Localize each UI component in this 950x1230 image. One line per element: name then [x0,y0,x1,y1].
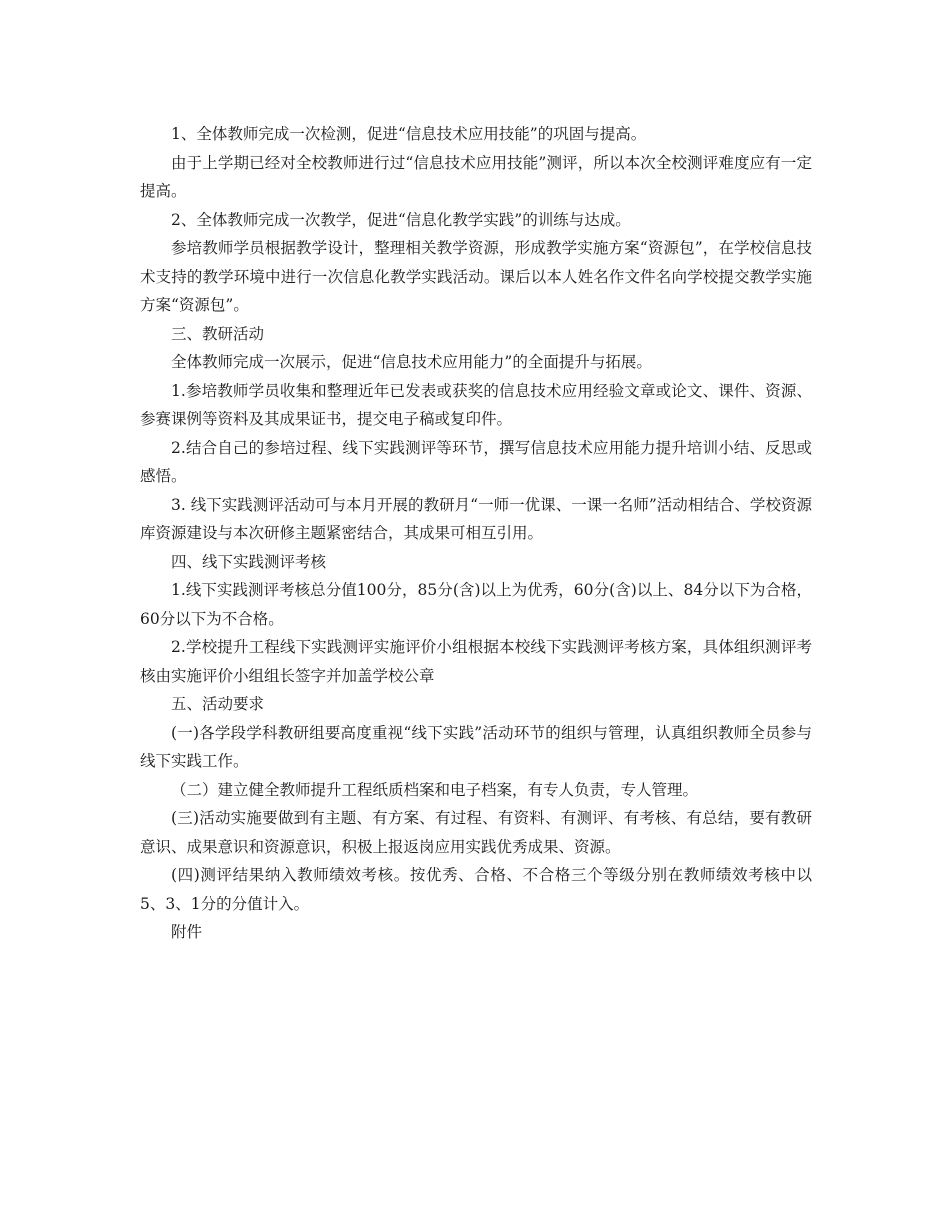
section-heading-research: 三、教研活动 [171,324,265,343]
paragraph-requirement-4: (四)测评结果纳入教师绩效考核。按优秀、合格、不合格三个等级分别在教师绩效考核中以5、3、1分的分值计入。 [140,866,812,913]
section-heading-assessment: 四、线下实践测评考核 [171,552,327,571]
paragraph-requirement-3: (三)活动实施要做到有主题、有方案、有过程、有资料、有测评、有考核、有总结，要有教研意识、成果意识和资源意识，积极上报返岗应用实践优秀成果、资源。 [140,809,812,856]
paragraph-check-difficulty: 由于上学期已经对全校教师进行过“信息技术应用技能”测评，所以本次全校测评难度应有一定提高。 [140,153,812,200]
paragraph-requirement-1: (一)各学段学科教研组要高度重视“线下实践”活动环节的组织与管理，认真组织教师全员参与线下实践工作。 [140,723,812,770]
paragraph-resource-pack: 参培教师学员根据教学设计，整理相关教学资源，形成教学实施方案“资源包”，在学校信息技术支持的教学环境中进行一次信息化教学实践活动。课后以本人姓名作文件名向学校提交教学实施方案“资源包”。 [140,239,812,314]
paragraph-requirement-2: （二）建立健全教师提升工程纸质档案和电子档案，有专人负责，专人管理。 [171,780,699,799]
attachment-label: 附件 [171,923,203,941]
paragraph-collect-materials: 1.参培教师学员收集和整理近年已发表或获奖的信息技术应用经验文章或论文、课件、资源、参赛课例等资料及其成果证书，提交电子稿或复印件。 [140,381,812,428]
paragraph-showcase: 全体教师完成一次展示，促进“信息技术应用能力”的全面提升与拓展。 [171,353,652,371]
paragraph-reflection: 2.结合自己的参培过程、线下实践测评等环节，撰写信息技术应用能力提升培训小结、反思或感悟。 [140,438,812,485]
document-body [140,120,812,947]
section-heading-requirements: 五、活动要求 [171,695,265,713]
paragraph-evaluation-group: 2.学校提升工程线下实践测评实施评价小组根据本校线下实践测评考核方案，具体组织测评考核由实施评价小组组长签字并加盖学校公章 [140,638,812,685]
paragraph-score-rules: 1.线下实践测评考核总分值100分，85分(含)以上为优秀，60分(含)以上、84分以下为合格，60分以下为不合格。 [140,581,812,628]
paragraph-check-task: 1、全体教师完成一次检测，促进“信息技术应用技能”的巩固与提高。 [171,125,647,143]
paragraph-teaching-task: 2、全体教师完成一次教学，促进“信息化教学实践”的训练与达成。 [171,210,631,229]
paragraph-combine-activities: 3. 线下实践测评活动可与本月开展的教研月“一师一优课、一课一名师”活动相结合、学校资源库资源建设与本次研修主题紧密结合，其成果可相互引用。 [140,495,812,542]
